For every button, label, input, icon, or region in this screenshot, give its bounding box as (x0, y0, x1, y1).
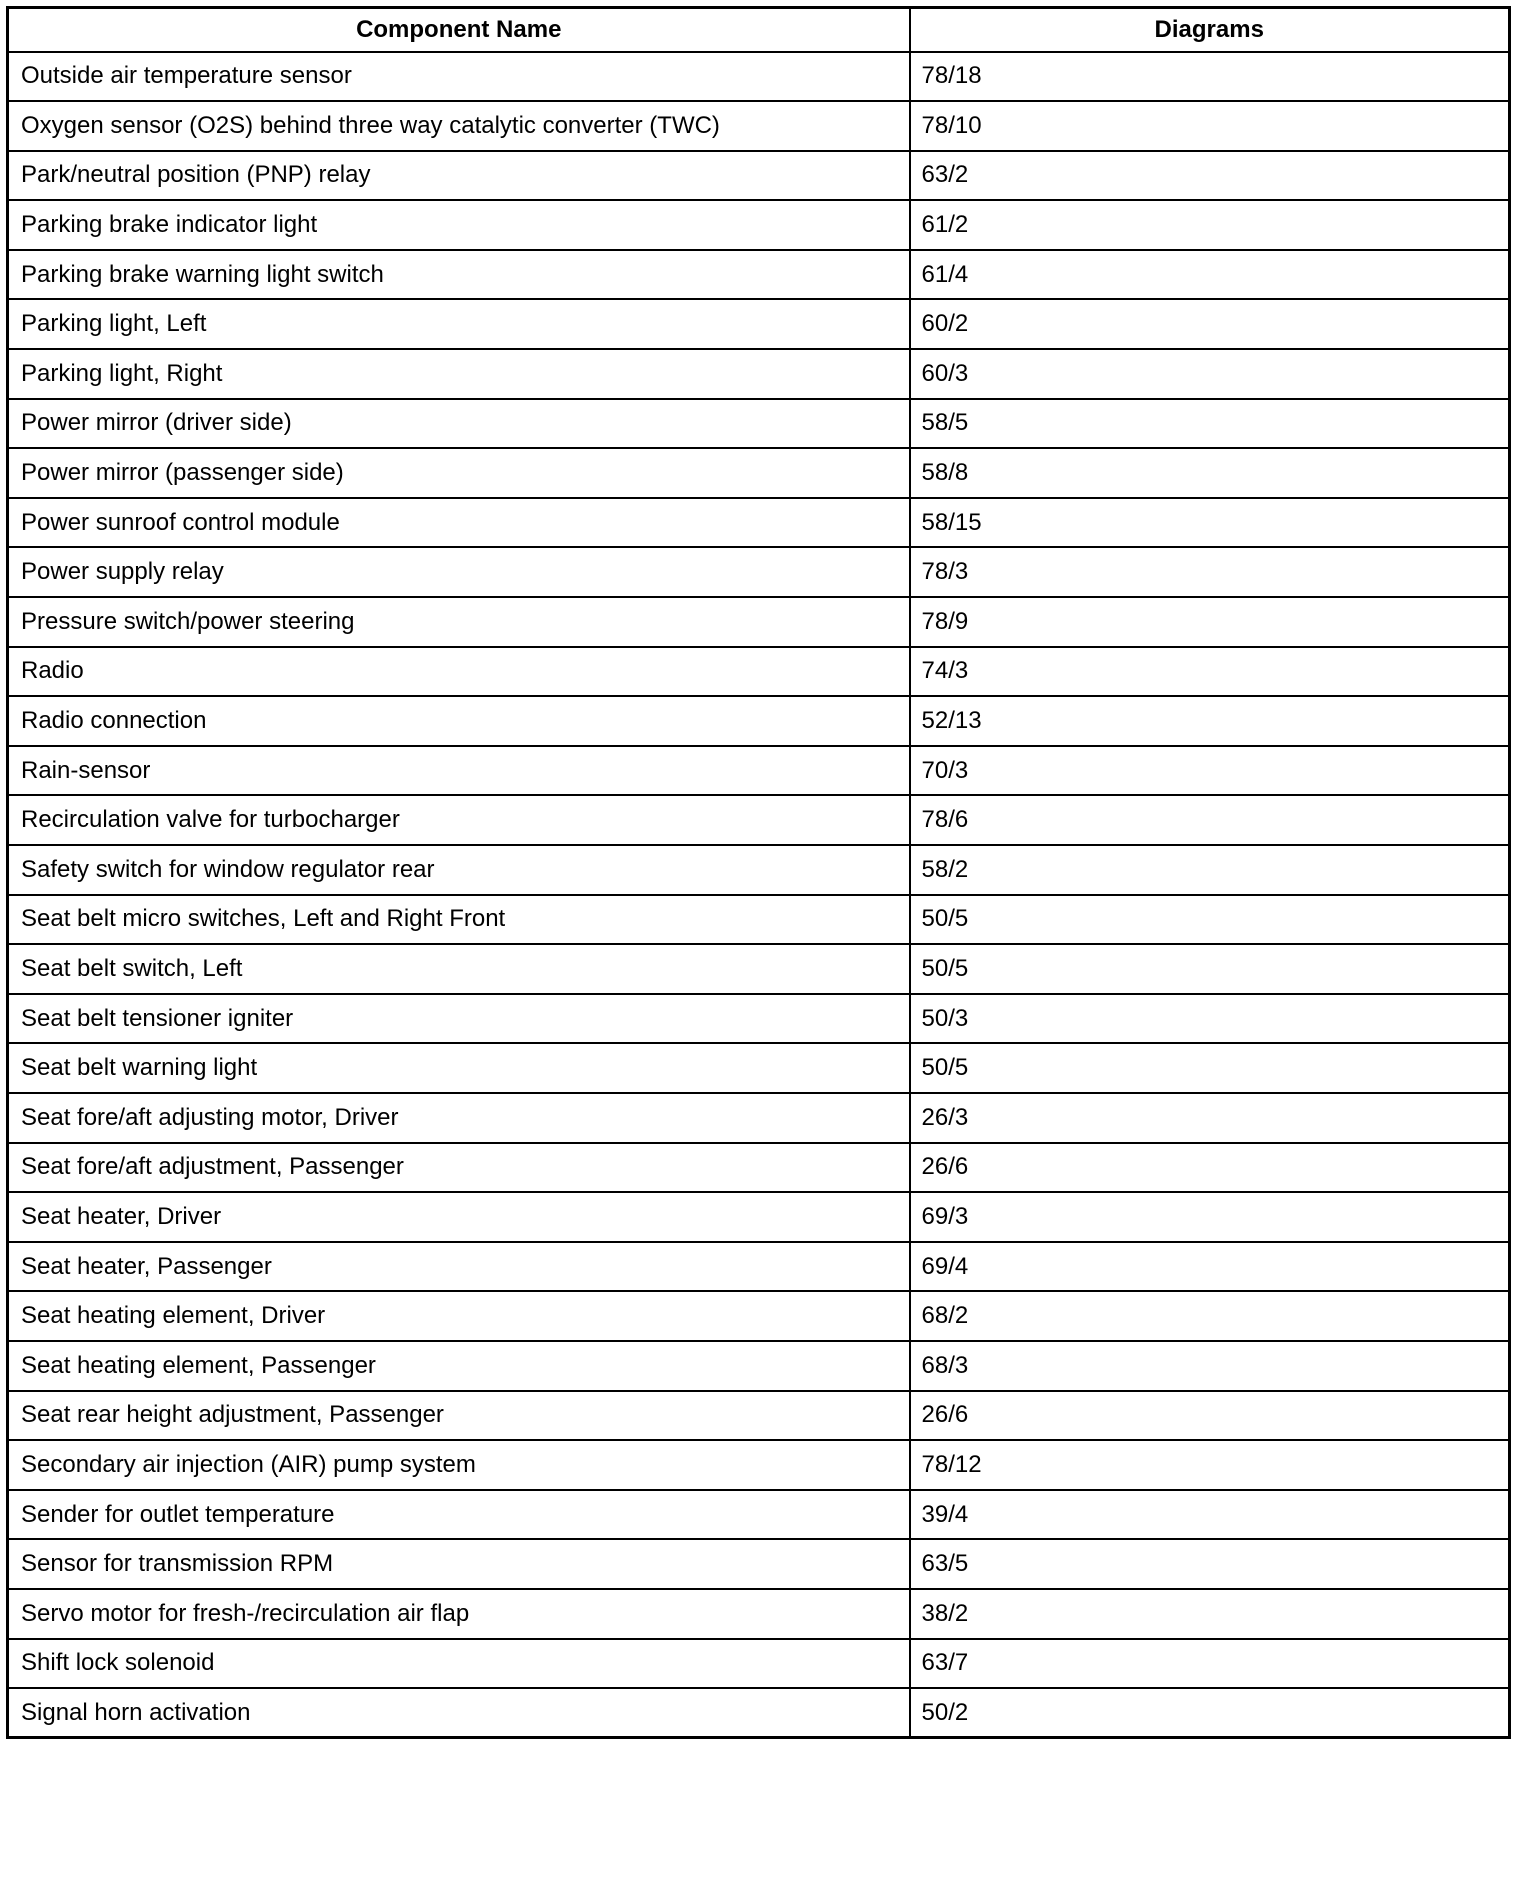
table-row (8, 647, 1510, 697)
component-name-cell: Oxygen sensor (O2S) behind three way catalytic converter (TWC) (8, 101, 910, 151)
table-header-row (8, 8, 1510, 52)
table-row (8, 1688, 1510, 1738)
diagram-reference-cell: 50/5 (910, 1043, 1510, 1093)
table-row (8, 1093, 1510, 1143)
table-row (8, 547, 1510, 597)
diagram-reference-cell: 70/3 (910, 746, 1510, 796)
table-row (8, 845, 1510, 895)
table-row (8, 944, 1510, 994)
table-row (8, 1440, 1510, 1490)
table-body (8, 52, 1510, 1738)
diagram-reference-cell: 38/2 (910, 1589, 1510, 1639)
component-name-cell: Seat heater, Driver (8, 1192, 910, 1242)
diagram-reference-cell: 26/6 (910, 1391, 1510, 1441)
component-name-cell: Seat fore/aft adjusting motor, Driver (8, 1093, 910, 1143)
diagram-reference-cell: 60/3 (910, 349, 1510, 399)
component-name-cell: Seat belt micro switches, Left and Right Front (8, 895, 910, 945)
component-name-cell: Outside air temperature sensor (8, 52, 910, 102)
component-name-cell: Seat heating element, Passenger (8, 1341, 910, 1391)
table-row (8, 1589, 1510, 1639)
table-row (8, 101, 1510, 151)
diagram-reference-cell: 50/3 (910, 994, 1510, 1044)
diagram-reference-cell: 58/5 (910, 399, 1510, 449)
component-name-cell: Radio (8, 647, 910, 697)
component-name-cell: Safety switch for window regulator rear (8, 845, 910, 895)
table-row (8, 200, 1510, 250)
component-name-cell: Seat heating element, Driver (8, 1291, 910, 1341)
component-name-cell: Power supply relay (8, 547, 910, 597)
diagram-reference-cell: 78/10 (910, 101, 1510, 151)
component-name-cell: Seat belt tensioner igniter (8, 994, 910, 1044)
diagram-reference-cell: 78/3 (910, 547, 1510, 597)
component-name-cell: Sender for outlet temperature (8, 1490, 910, 1540)
diagram-reference-cell: 50/5 (910, 944, 1510, 994)
component-name-cell: Seat fore/aft adjustment, Passenger (8, 1143, 910, 1193)
table-row (8, 399, 1510, 449)
diagram-reference-cell: 78/9 (910, 597, 1510, 647)
column-header-diagrams: Diagrams (910, 8, 1510, 52)
diagram-reference-cell: 78/12 (910, 1440, 1510, 1490)
table-row (8, 696, 1510, 746)
component-name-cell: Signal horn activation (8, 1688, 910, 1738)
table-row (8, 448, 1510, 498)
table-row (8, 250, 1510, 300)
diagram-reference-cell: 52/13 (910, 696, 1510, 746)
component-name-cell: Park/neutral position (PNP) relay (8, 151, 910, 201)
diagram-reference-cell: 68/3 (910, 1341, 1510, 1391)
component-diagram-table (6, 6, 1511, 1739)
component-name-cell: Shift lock solenoid (8, 1639, 910, 1689)
diagram-reference-cell: 78/18 (910, 52, 1510, 102)
diagram-reference-cell: 74/3 (910, 647, 1510, 697)
diagram-reference-cell: 60/2 (910, 299, 1510, 349)
table-row (8, 1391, 1510, 1441)
component-name-cell: Sensor for transmission RPM (8, 1539, 910, 1589)
table-row (8, 1143, 1510, 1193)
diagram-reference-cell: 58/8 (910, 448, 1510, 498)
table-row (8, 1291, 1510, 1341)
diagram-reference-cell: 78/6 (910, 795, 1510, 845)
diagram-reference-cell: 50/2 (910, 1688, 1510, 1738)
component-name-cell: Power mirror (driver side) (8, 399, 910, 449)
diagram-reference-cell: 61/2 (910, 200, 1510, 250)
table-row (8, 52, 1510, 102)
component-name-cell: Pressure switch/power steering (8, 597, 910, 647)
component-name-cell: Secondary air injection (AIR) pump system (8, 1440, 910, 1490)
table-row (8, 1341, 1510, 1391)
diagram-reference-cell: 63/5 (910, 1539, 1510, 1589)
table-row (8, 1639, 1510, 1689)
component-name-cell: Parking light, Left (8, 299, 910, 349)
component-name-cell: Parking brake warning light switch (8, 250, 910, 300)
diagram-reference-cell: 68/2 (910, 1291, 1510, 1341)
table-row (8, 597, 1510, 647)
table-row (8, 1192, 1510, 1242)
table-row (8, 1242, 1510, 1292)
diagram-reference-cell: 63/2 (910, 151, 1510, 201)
component-name-cell: Seat belt warning light (8, 1043, 910, 1093)
table-row (8, 299, 1510, 349)
table-row (8, 151, 1510, 201)
diagram-reference-cell: 58/2 (910, 845, 1510, 895)
table-row (8, 1043, 1510, 1093)
component-name-cell: Power sunroof control module (8, 498, 910, 548)
diagram-reference-cell: 39/4 (910, 1490, 1510, 1540)
table-row (8, 349, 1510, 399)
table-row (8, 498, 1510, 548)
component-name-cell: Radio connection (8, 696, 910, 746)
component-name-cell: Seat heater, Passenger (8, 1242, 910, 1292)
diagram-reference-cell: 69/3 (910, 1192, 1510, 1242)
component-name-cell: Parking light, Right (8, 349, 910, 399)
diagram-reference-cell: 63/7 (910, 1639, 1510, 1689)
table-row (8, 746, 1510, 796)
table-row (8, 1539, 1510, 1589)
table-row (8, 994, 1510, 1044)
component-name-cell: Seat rear height adjustment, Passenger (8, 1391, 910, 1441)
component-name-cell: Servo motor for fresh-/recirculation air flap (8, 1589, 910, 1639)
diagram-reference-cell: 61/4 (910, 250, 1510, 300)
diagram-reference-cell: 26/3 (910, 1093, 1510, 1143)
table-row (8, 1490, 1510, 1540)
component-name-cell: Recirculation valve for turbocharger (8, 795, 910, 845)
column-header-component-name: Component Name (8, 8, 910, 52)
component-name-cell: Power mirror (passenger side) (8, 448, 910, 498)
component-name-cell: Parking brake indicator light (8, 200, 910, 250)
diagram-reference-cell: 26/6 (910, 1143, 1510, 1193)
table-row (8, 795, 1510, 845)
diagram-reference-cell: 69/4 (910, 1242, 1510, 1292)
diagram-reference-cell: 58/15 (910, 498, 1510, 548)
table-row (8, 895, 1510, 945)
diagram-reference-cell: 50/5 (910, 895, 1510, 945)
component-name-cell: Rain-sensor (8, 746, 910, 796)
component-name-cell: Seat belt switch, Left (8, 944, 910, 994)
